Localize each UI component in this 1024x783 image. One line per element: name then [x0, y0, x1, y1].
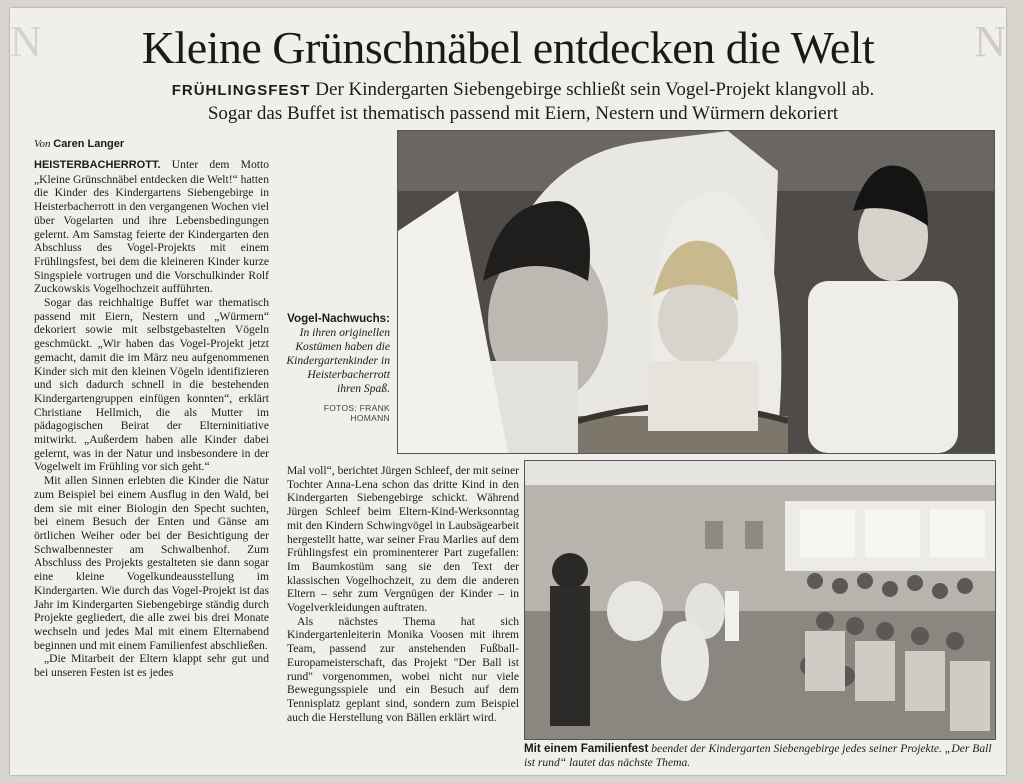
paragraph: „Die Mitarbeit der Eltern klappt sehr gut und bei unseren Festen ist es jedes: [34, 652, 269, 680]
subheadline: Der Kindergarten Siebengebirge schließt sein Vogel-Projekt klangvoll ab. Sogar das Buffet ist thematisch passend mit Eiern, Nestern und Würmern dekoriert: [207, 79, 875, 124]
paragraph: Mal voll“, berichtet Jürgen Schleef, der mit seiner Tochter Anna-Lena schon das dritte Kind in den Kindergarten Siebengebirge schickt. Während Jürgen Schleef beim Eltern-Kind-Werksonntag mit den Kindern Schwingvögel in Laubsägearbeit hergestellt hatte, war seiner Frau Marlies auf dem Frühlingsfest ein prominenterer Part zugefallen: Im Baumkostüm sang sie den Text der klassischen Vogelhochzeit, zu dem die anderen Eltern – sehr zum Vergnügen der Kinder – in Vogelverkleidungen auftraten.: [287, 464, 519, 615]
photo1-caption-text: In ihren originellen Kostümen haben die Kindergartenkinder in Heisterbacherrott ihren Spaß.: [286, 326, 390, 395]
bleed-through-right: N: [974, 17, 1006, 66]
subheadline-block: [150, 78, 896, 125]
kicker: FRÜHLINGSFEST: [171, 82, 311, 99]
byline-author: Caren Langer: [53, 138, 125, 150]
headline: Kleine Grünschnäbel entdecken die Welt: [141, 22, 875, 73]
photo1-caption: [286, 312, 390, 396]
photo2-caption: [524, 742, 996, 770]
article-column-2: [287, 464, 519, 774]
article-column-1: [34, 158, 269, 770]
photo2-caption-text: beendet der Kindergarten Siebengebirge jedes seiner Projekte. „Der Ball ist rund“ lautet das nächste Thema.: [524, 742, 992, 769]
bleed-through-left: N: [10, 17, 42, 66]
byline-prefix: Von: [34, 138, 51, 150]
photo-credit: FOTOS: FRANK HOMANN: [323, 403, 390, 423]
paragraph: Sogar das reichhaltige Buffet war thematisch passend mit Eiern, Nestern und „Würmern“ dekoriert sowie mit selbstgebastelten Vögeln geschmückt. „Wir haben das Vogel-Projekt jetzt gemacht, damit die im März neu aufgenommenen Kinder sich mit den kleinen Vögeln identifizieren und sich dadurch schnell in die bestehenden Kindergartengruppen einfügen konnten“, erklärt Christiane Hellmich, die als Mutter im pädagogischen Beirat der Elterninitiative mitwirkt. „Außerdem haben alle Kinder dabei gelernt, was in der Natur und insbesondere in der Vogelwelt im Frühling vor sich geht.“: [34, 296, 269, 474]
photo1-caption-title: Vogel-Nachwuchs:: [287, 312, 390, 325]
photo-costumed-children: [397, 130, 995, 454]
newspaper-page: [10, 8, 1006, 775]
photo2-caption-lead: Mit einem Familienfest: [524, 742, 649, 755]
byline: [34, 138, 124, 150]
paragraph: Als nächstes Thema hat sich Kindergartenleiterin Monika Voosen mit ihrem Team, passend zur anstehenden Fußball-Europameisterschaft, das Projekt "Der Ball ist rund" vorgenommen, wobei nicht nur viele Bewegungsspiele und ein Besuch auf dem Tennisplatz geplant sind, sondern zum Beispiel auch die Herstellung von Bällen erklärt wird.: [287, 614, 519, 724]
paragraph: HEISTERBACHERROTT. Unter dem Motto „Kleine Grünschnäbel entdecken die Welt!“ hatten die Kinder des Kindergartens Siebengebirge in Heisterbacherrott in den vergangenen Wochen viel über Vogelarten und ihre Lebensbedingungen gelernt. Am Samstag feierte der Kindergarten den Abschluss des Vogel-Projekts mit einem Frühlingsfest, bei dem die kleineren Kinder kurze Singspiele vortrugen und die Vorschulkinder Rolf Zuckowskis Vogelhochzeit aufführten.: [34, 158, 269, 296]
photo-family-festival: [524, 460, 996, 740]
paragraph: Mit allen Sinnen erlebten die Kinder die Natur zum Beispiel bei einem Ausflug in den Wald, bei dem sie mit einer Biologin den Specht suchten, bei einem Besuch der Enten und Gänse am örtlichen Weiher oder bei der Besichtigung der Schwalbennester am Schwalbenhof. Zum Abschluss des Projekts gestalteten sie dann sogar eine kleine Vogelkundeausstellung im Kindergarten. Wie durch das Vogel-Projekt ist das Jahr im Kindergarten Siebengebirge ständig durch Projekte gegliedert, die alle zwei bis drei Monate wechseln und jedes Mal mit einem Elternabend beginnen und mit einem Familienfest abschließen.: [34, 474, 269, 652]
dateline: HEISTERBACHERROTT.: [34, 159, 161, 171]
